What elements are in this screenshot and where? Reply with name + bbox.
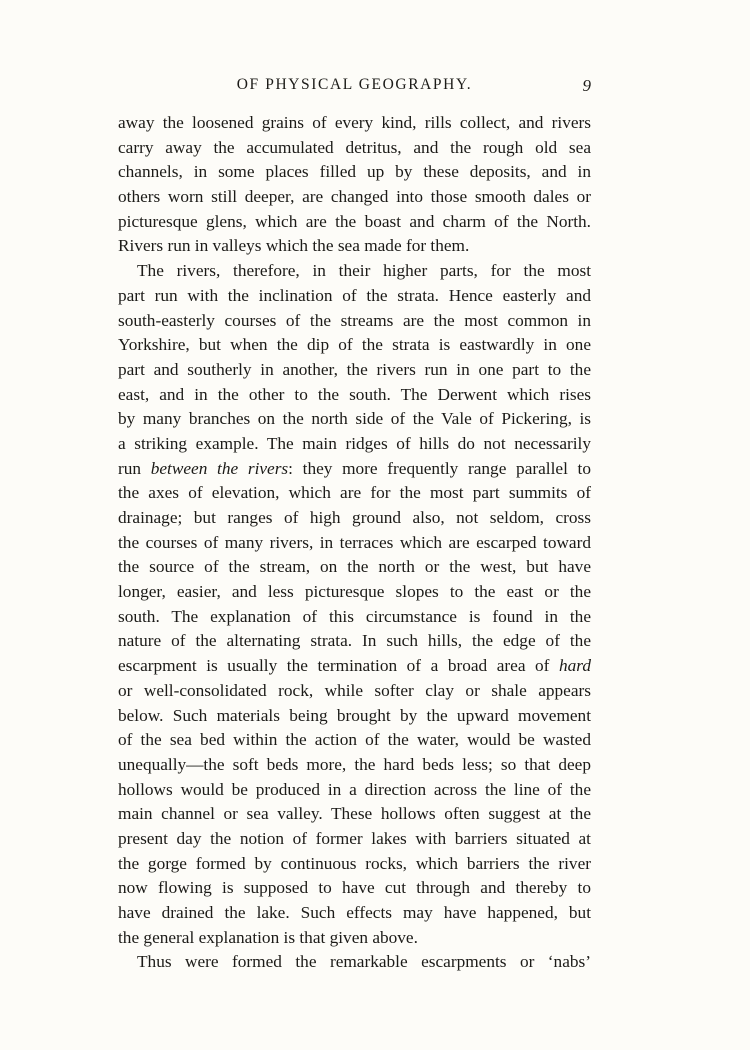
text-line: below. Such materials being brought by the upward movement (118, 705, 591, 725)
text-line: the axes of elevation, which are for the most part summits of (118, 483, 591, 503)
text-line: picturesque glens, which are the boast and charm of the North. (118, 211, 591, 231)
text-line: have drained the lake. Such effects may have happened, but (118, 903, 591, 922)
text-line: The rivers, therefore, in their higher parts, for the most (137, 261, 591, 281)
text-line: Thus were formed the remarkable escarpments or ‘nabs’ (137, 952, 591, 972)
paragraph-3 (118, 950, 591, 975)
text-line: south. The explanation of this circumstance is found in the (118, 606, 591, 626)
text-line: now flowing is supposed to have cut through and thereby to (118, 878, 591, 898)
text-line: by many branches on the north side of the Vale of Pickering, is (118, 409, 591, 429)
text-line: the gorge formed by continuous rocks, which barriers the river (118, 853, 591, 873)
text-line: or well-consolidated rock, while softer clay or shale appears (118, 680, 591, 700)
italic-line: Rivers run in valleys which the sea made for them. (118, 236, 470, 256)
paragraph-2 (118, 259, 591, 950)
text-line: present day the notion of former lakes with barriers situated at (118, 828, 591, 848)
text-line: part run with the inclination of the strata. Hence easterly and (118, 285, 591, 305)
text-line: east, and in the other to the south. The Derwent which rises (118, 384, 591, 404)
text-line: away the loosened grains of every kind, rills collect, and rivers (118, 113, 591, 132)
text-line-mixed (118, 654, 591, 679)
text-line: carry away the accumulated detritus, and the rough old sea (118, 137, 591, 157)
text-line: Yorkshire, but when the dip of the strata is eastwardly in one (118, 335, 591, 355)
text-line: channels, in some places filled up by these deposits, and in (118, 162, 591, 182)
body-text (118, 111, 591, 975)
page-number: 9 (582, 76, 591, 95)
text-line: south-easterly courses of the streams are the most common in (118, 310, 591, 330)
italic-word: hard (558, 656, 591, 676)
running-head (118, 76, 591, 100)
text-line: the courses of many rivers, in terraces which are escarped toward (118, 532, 591, 552)
running-title: OF PHYSICAL GEOGRAPHY. (236, 76, 473, 93)
text-line: others worn still deeper, are changed into those smooth dales or (118, 187, 591, 207)
italic-phrase: between the rivers (150, 458, 289, 478)
text-line: drainage; but ranges of high ground also, not seldom, cross (118, 508, 591, 527)
paragraph-1 (118, 111, 591, 259)
text-line-mixed (118, 457, 591, 482)
text-line: hollows would be produced in a direction across the line of the (118, 779, 591, 799)
text-line: a striking example. The main ridges of hills do not necessarily (118, 433, 591, 453)
text-line: of the sea bed within the action of the water, would be wasted (118, 730, 591, 750)
text-line: unequally—the soft beds more, the hard beds less; so that deep (118, 754, 591, 774)
text-line: longer, easier, and less picturesque slopes to the east or the (118, 582, 591, 602)
text-fragment: escarpment is usually the termination of a broad area of (118, 656, 559, 676)
text-fragment: run (118, 458, 151, 478)
text-line: nature of the alternating strata. In such hills, the edge of the (118, 631, 591, 651)
text-fragment: : they more frequently range parallel to (288, 458, 591, 478)
text-line: the source of the stream, on the north or the west, but have (118, 557, 591, 577)
text-line: part and southerly in another, the rivers run in one part to the (118, 359, 591, 379)
text-line: main channel or sea valley. These hollows often suggest at the (118, 804, 591, 824)
text-line: the general explanation is that given above. (118, 927, 418, 947)
